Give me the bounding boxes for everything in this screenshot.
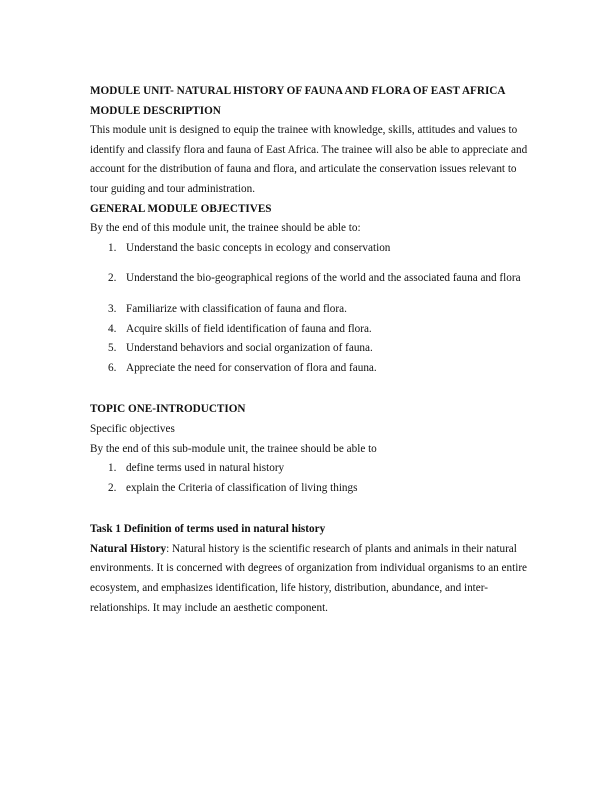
natural-history-definition (90, 540, 528, 618)
list-item-number: 1. (108, 241, 117, 254)
specific-objectives-label: Specific objectives (90, 422, 175, 435)
module-description-text: This module unit is designed to equip the trainee with knowledge, skills, attitudes and values to identify and classify flora and fauna of East Africa. The trainee will also be able to appreciate and account for the distribution of fauna and flora, and articulate the conservation issues relevant to tour guiding and tour administration. (90, 124, 528, 195)
natural-history-term: Natural History (90, 542, 167, 555)
module-description-heading: MODULE DESCRIPTION (90, 104, 221, 117)
list-item-number: 4. (108, 322, 117, 335)
list-item (90, 320, 528, 340)
list-item (90, 339, 528, 359)
list-item (90, 239, 528, 259)
list-item-text: define terms used in natural history (126, 462, 285, 475)
task-one-heading: Task 1 Definition of terms used in natural history (90, 523, 326, 536)
list-item-number: 2. (108, 481, 117, 494)
list-item (90, 300, 528, 320)
general-objectives-list (90, 239, 528, 379)
list-item-text: Acquire skills of field identification of fauna and flora. (126, 322, 372, 335)
list-item-text: Understand behaviors and social organization of fauna. (126, 342, 373, 355)
list-item-text: Familiarize with classification of fauna and flora. (126, 302, 347, 315)
topic-one-heading: TOPIC ONE-INTRODUCTION (90, 403, 246, 416)
list-item-text: Understand the basic concepts in ecology and conservation (126, 241, 391, 254)
list-item-number: 1. (108, 462, 117, 475)
list-item-number: 6. (108, 361, 117, 374)
list-item (90, 359, 528, 379)
natural-history-definition-text: : Natural history is the scientific research of plants and animals in their natural environments. It is concerned with degrees of organization from individual organisms to an entire ecosystem, and emphasizes identification, life history, distribution, abundance, and inter-relationships. It may include an aesthetic component. (90, 542, 528, 614)
list-item-number: 5. (108, 342, 117, 355)
module-title: MODULE UNIT- NATURAL HISTORY OF FAUNA AND FLORA OF EAST AFRICA (90, 85, 506, 97)
list-item-text: Understand the bio-geographical regions of the world and the associated fauna and flora (126, 272, 521, 285)
topic-one-objectives-list (90, 459, 528, 498)
general-objectives-heading: GENERAL MODULE OBJECTIVES (90, 202, 272, 215)
list-item (90, 459, 528, 479)
list-item-number: 2. (108, 272, 117, 285)
list-item-number: 3. (108, 302, 117, 315)
list-item-text: Appreciate the need for conservation of flora and fauna. (126, 361, 377, 374)
general-objectives-intro: By the end of this module unit, the trainee should be able to: (90, 222, 361, 235)
topic-one-intro: By the end of this sub-module unit, the trainee should be able to (90, 442, 377, 455)
document-page (90, 82, 528, 618)
list-item (90, 269, 528, 289)
list-item (90, 479, 528, 499)
list-item-text: explain the Criteria of classification of living things (126, 481, 358, 494)
